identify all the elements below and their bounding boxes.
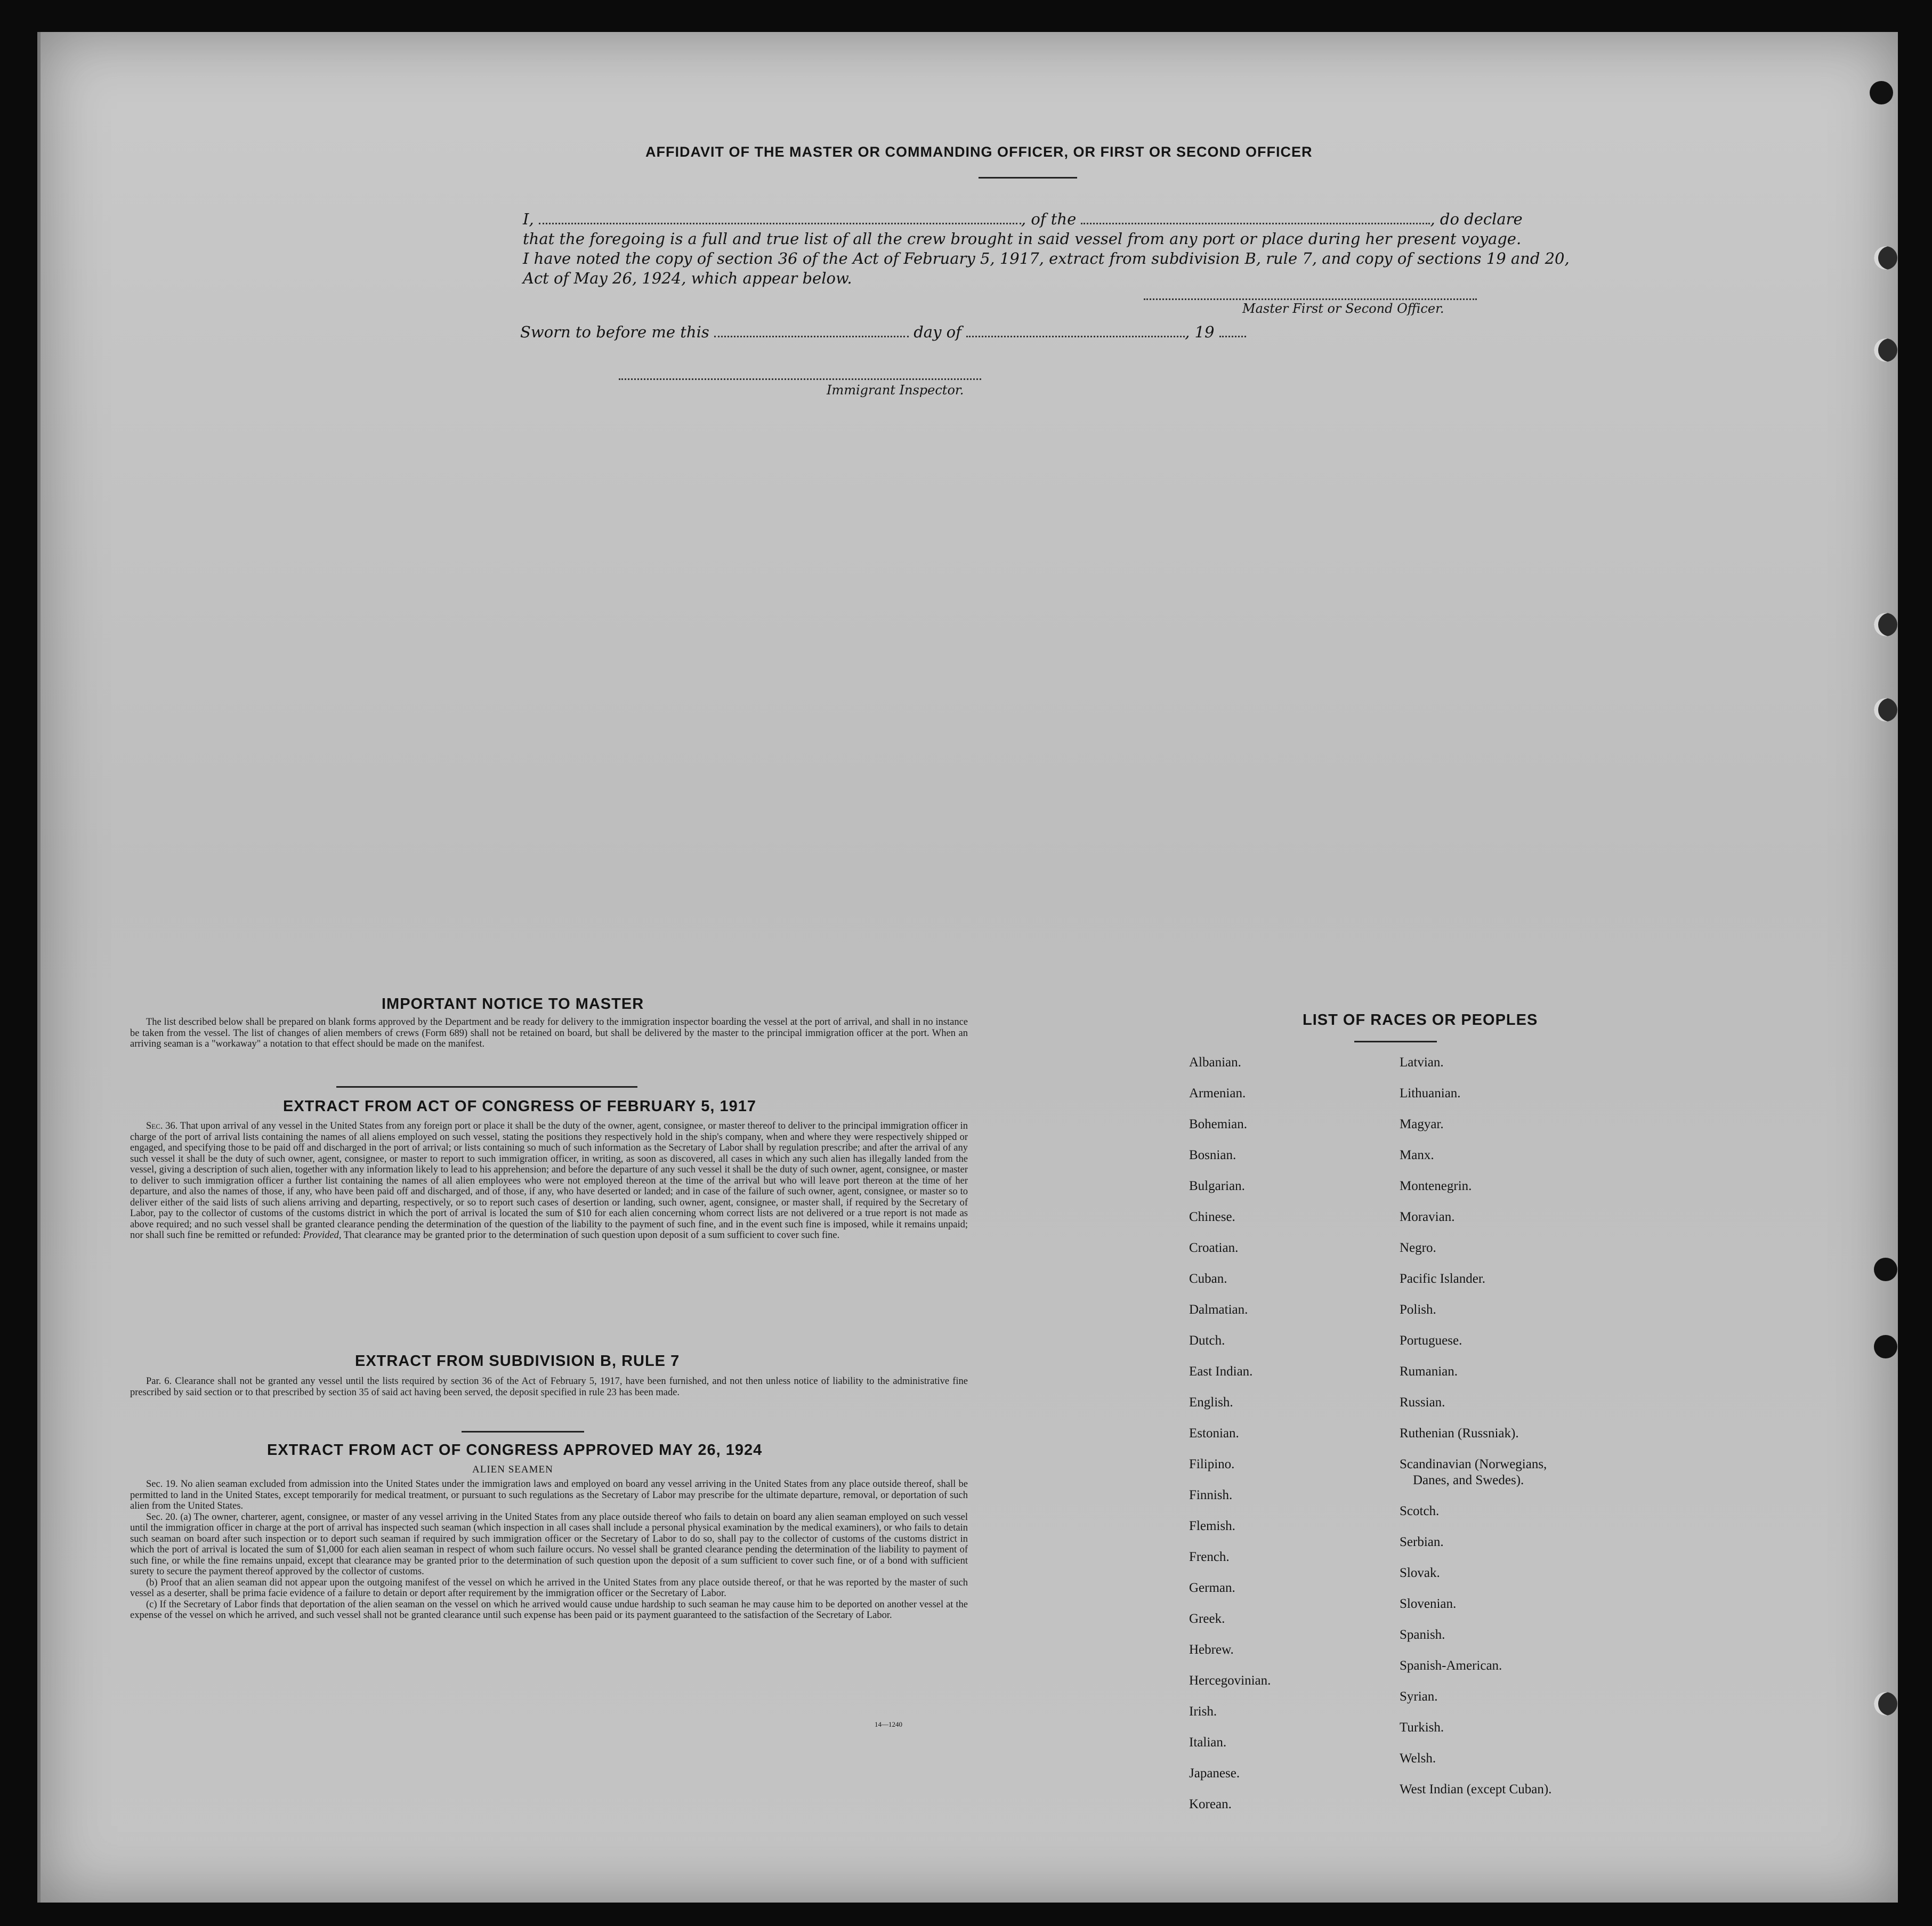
race-item: Slovenian. xyxy=(1400,1597,1457,1611)
race-item: Chinese. xyxy=(1189,1210,1235,1224)
master-label: Master First or Second Officer. xyxy=(1242,301,1444,316)
day-of-text: day of xyxy=(914,323,961,341)
notice-paragraph: The list described below shall be prepared on blank forms approved by the Department and be ready for delivery to the immigration inspector boarding the vessel at the port of arrival, and shall in no instance be taken from the vessel. The list of changes of alien members of crews (Form 689) shall not be retained on board, but shall be delivered by the master to the principal immigration officer at the port. When an arriving seaman is a "workaway" a notation to that effect should be made on the manifest. xyxy=(130,1017,968,1049)
sec-36-text-end: That clearance may be granted prior to the determination of such question upon deposit of a sum sufficient to cover such fine. xyxy=(343,1230,840,1241)
race-item: Armenian. xyxy=(1189,1086,1246,1100)
race-item: Korean. xyxy=(1189,1797,1232,1811)
rule-7-title: EXTRACT FROM SUBDIVISION B, RULE 7 xyxy=(355,1353,680,1370)
race-item: Italian. xyxy=(1189,1735,1227,1750)
race-item: Bosnian. xyxy=(1189,1148,1236,1162)
extract-1924-title: EXTRACT FROM ACT OF CONGRESS APPROVED MAY 26, 1924 xyxy=(267,1442,763,1459)
race-item: Manx. xyxy=(1400,1148,1434,1162)
rule-7-paragraph: Par. 6. Clearance shall not be granted any vessel until the lists required by section 36 of the Act of February 5, 1917, have been furnished, and not then unless notice of liability to the administrative fine prescribed by said section or to that prescribed by section 35 of said act having been served, the deposit specified in rule 23 has been made. xyxy=(130,1376,968,1398)
binder-hole xyxy=(1874,1335,1897,1358)
race-item: Serbian. xyxy=(1400,1535,1444,1549)
race-item: Croatian. xyxy=(1189,1241,1239,1255)
race-item: Ruthenian (Russniak). xyxy=(1400,1426,1519,1441)
race-item: Dalmatian. xyxy=(1189,1302,1248,1317)
race-item: Slovak. xyxy=(1400,1566,1440,1580)
race-item: Spanish. xyxy=(1400,1628,1445,1642)
race-item: Spanish-American. xyxy=(1400,1658,1502,1673)
notice-title: IMPORTANT NOTICE TO MASTER xyxy=(382,996,644,1013)
sec-19-paragraph: Sec. 19. No alien seaman excluded from admission into the United States under the immigration laws and employed on board any vessel arriving in the United States from any place outside thereof, shall be permitted to land in the United States, except temporarily for medical treatment, or pursuant to such regulations as the Secretary of Labor may prescribe for the ultimate departure, removal, or deportation of such alien from the United States. xyxy=(130,1479,968,1511)
race-item: Greek. xyxy=(1189,1612,1225,1626)
declaration-line-2: that the foregoing is a full and true list of all the crew brought in said vessel from any port or place during her present voyage. xyxy=(523,230,1522,248)
races-title: LIST OF RACES OR PEOPLES xyxy=(1303,1011,1538,1029)
rule-7-text xyxy=(130,1376,968,1398)
form-number: 14—1240 xyxy=(875,1720,902,1728)
sec-36-text: That upon arrival of any vessel in the United States from any foreign port or place it shall be the duty of the owner, agent, consignee, or master thereof to deliver to the principal immigration officer in charge of the port of arrival lists containing the names of all aliens employed on such vessel, stating the positions they respectively hold in the ship's company, when and where they were respectively shipped or engaged, and specifying those to be paid off and discharged in the port of arrival; or lists containing so much of such information as the Secretary of Labor shall by regulation prescribe; and after the arrival of any such vessel it shall be the duty of such owner, agent, consignee, or master to report to such immigration officer, in writing, as soon as discovered, all cases in which any such alien has illegally landed from the vessel, giving a description of such alien, together with any information likely to lead to his apprehension; and before the departure of any such vessel it shall be the duty of such owner, agent, consignee, or master to deliver to such immigration officer a further list containing the names of all alien employees who were not employed thereon at the time of the arrival but who will leave port thereon at the time of her departure, and also the names of those, if any, who have been paid off and discharged, and of those, if any, who have deserted or landed; and in case of the failure of such owner, agent, consignee, or master so to deliver either of the said lists of such aliens arriving and departing, respectively, or so to report such cases of desertion or landing, such owner, agent, consignee, or master shall, if required by the Secretary of Labor, pay to the collector of customs of the customs district in which the port of arrival is located the sum of $10 for each alien concerning whom correct lists are not delivered or a true report is not made as above required; and no such vessel shall be granted clearance pending the determination of the question of the liability to the payment of such fine, and in the event such fine is imposed, while it remains unpaid; nor shall such fine be remitted or refunded: xyxy=(130,1121,968,1241)
decl-I: I, xyxy=(523,210,534,228)
binder-hole xyxy=(1874,246,1897,270)
alien-seamen-subtitle: ALIEN SEAMEN xyxy=(472,1464,553,1475)
race-item: Irish. xyxy=(1189,1704,1217,1719)
race-item: Lithuanian. xyxy=(1400,1086,1461,1100)
race-item: Rumanian. xyxy=(1400,1364,1458,1379)
race-item: Syrian. xyxy=(1400,1689,1438,1704)
sec-20b-paragraph: (b) Proof that an alien seaman did not appear upon the outgoing manifest of the vessel on which he arrived in the United States from any place outside thereof, or that he was reported by the master of such vessel as a deserter, shall be prima facie evidence of a failure to detain or deport after requirement by the immigration officer or the Secretary of Labor. xyxy=(130,1577,968,1599)
race-item: Russian. xyxy=(1400,1395,1445,1410)
binder-hole xyxy=(1874,1692,1897,1715)
race-item: Scandinavian (Norwegians, xyxy=(1400,1457,1547,1471)
notice-text xyxy=(130,1017,968,1050)
race-item: Albanian. xyxy=(1189,1055,1241,1070)
affidavit-title: AFFIDAVIT OF THE MASTER OR COMMANDING OFFICER, OR FIRST OR SECOND OFFICER xyxy=(645,144,1313,160)
race-item: Moravian. xyxy=(1400,1210,1455,1224)
binder-hole xyxy=(1870,81,1893,104)
declaration-line-3: I have noted the copy of section 36 of the Act of February 5, 1917, extract from subdivision B, rule 7, and copy of sections 19 and 20, xyxy=(523,249,1570,268)
year-blank xyxy=(1219,336,1246,337)
decl-do-declare: , do declare xyxy=(1430,210,1523,228)
sec-36-label: Sec. 36. xyxy=(146,1121,178,1131)
binder-hole xyxy=(1874,698,1897,722)
year-text: , 19 xyxy=(1185,323,1215,341)
binder-hole xyxy=(1874,338,1897,362)
divider xyxy=(462,1431,584,1433)
races-title-underline xyxy=(1354,1041,1437,1042)
master-signature-line xyxy=(1144,298,1477,300)
provided-text: Provided, xyxy=(303,1230,342,1241)
race-item: Portuguese. xyxy=(1400,1333,1462,1348)
race-item: French. xyxy=(1189,1550,1230,1564)
sworn-line xyxy=(520,322,1246,342)
race-item: Hercegovinian. xyxy=(1189,1673,1271,1688)
race-item: Pacific Islander. xyxy=(1400,1272,1486,1286)
race-item: Magyar. xyxy=(1400,1117,1444,1131)
race-item: Finnish. xyxy=(1189,1488,1233,1502)
race-item: Welsh. xyxy=(1400,1751,1436,1766)
race-item: German. xyxy=(1189,1581,1235,1595)
race-item: Flemish. xyxy=(1189,1519,1235,1533)
race-item: Polish. xyxy=(1400,1302,1436,1317)
race-item: Negro. xyxy=(1400,1241,1436,1255)
sworn-day-blank xyxy=(714,336,909,337)
race-item: Montenegrin. xyxy=(1400,1179,1472,1193)
race-item: Danes, and Swedes). xyxy=(1413,1473,1524,1487)
sec-20c-paragraph: (c) If the Secretary of Labor finds that deportation of the alien seaman on the vessel on which he arrived would cause undue hardship to such seaman he may cause him to be deported on another vessel at the expense of the vessel on which he arrived, and such vessel shall not be granted clearance until such expense has been paid or its payment guaranteed to the satisfaction of the Secretary of Labor. xyxy=(130,1599,968,1621)
race-item: Dutch. xyxy=(1189,1333,1225,1348)
race-item: Japanese. xyxy=(1189,1766,1240,1781)
inspector-signature-line xyxy=(619,378,981,380)
extract-1924-text xyxy=(130,1479,968,1621)
month-blank xyxy=(966,336,1185,337)
binder-hole xyxy=(1874,1258,1897,1281)
race-item: West Indian (except Cuban). xyxy=(1400,1782,1552,1796)
declaration-text xyxy=(523,209,1570,288)
declaration-line-1 xyxy=(523,209,1535,229)
sec-36-paragraph xyxy=(130,1121,968,1241)
inspector-label: Immigrant Inspector. xyxy=(827,383,964,398)
race-item: Estonian. xyxy=(1189,1426,1239,1441)
decl-of-the: , of the xyxy=(1021,210,1077,228)
race-item: Hebrew. xyxy=(1189,1642,1234,1657)
document-page xyxy=(37,32,1898,1903)
sec-20a-paragraph: Sec. 20. (a) The owner, charterer, agent, consignee, or master of any vessel arriving in the United States from any place outside thereof who fails to detain on board any alien seaman employed on such vessel until the immigration officer in charge at the port of arrival has inspected such seaman (which inspection in all cases shall include a personal physical examination by the medical examiners), or who fails to detain such seaman on board after such inspection or to deport such seaman if required by such immigration officer or the Secretary of Labor to do so, shall pay to the collector of customs of the customs district in which the port of arrival is located the sum of $1,000 for each alien seaman in respect of whom such failure occurs. No vessel shall be granted clearance pending the determination of the liability to payment of such fine, or while the fine remains unpaid, except that clearance may be granted prior to the determination of such question upon the deposit of a sum sufficient to cover such fine, or of a bond with sufficient surety to secure the payment thereof approved by the collector of customs. xyxy=(130,1511,968,1577)
race-item: East Indian. xyxy=(1189,1364,1253,1379)
sworn-text: Sworn to before me this xyxy=(520,323,709,341)
name-blank xyxy=(539,223,1021,224)
title-underline xyxy=(979,177,1077,179)
race-item: Filipino. xyxy=(1189,1457,1235,1471)
vessel-blank xyxy=(1081,223,1430,224)
race-item: Bohemian. xyxy=(1189,1117,1248,1131)
declaration-line-4: Act of May 26, 1924, which appear below. xyxy=(523,269,852,287)
race-item: Turkish. xyxy=(1400,1720,1444,1735)
race-item: Cuban. xyxy=(1189,1272,1227,1286)
binder-hole xyxy=(1874,613,1897,636)
extract-1917-title: EXTRACT FROM ACT OF CONGRESS OF FEBRUARY 5, 1917 xyxy=(283,1098,757,1115)
race-item: Bulgarian. xyxy=(1189,1179,1245,1193)
race-item: Scotch. xyxy=(1400,1504,1440,1518)
race-item: English. xyxy=(1189,1395,1233,1410)
race-item: Latvian. xyxy=(1400,1055,1444,1070)
extract-1917-text xyxy=(130,1121,968,1241)
divider xyxy=(336,1086,637,1088)
